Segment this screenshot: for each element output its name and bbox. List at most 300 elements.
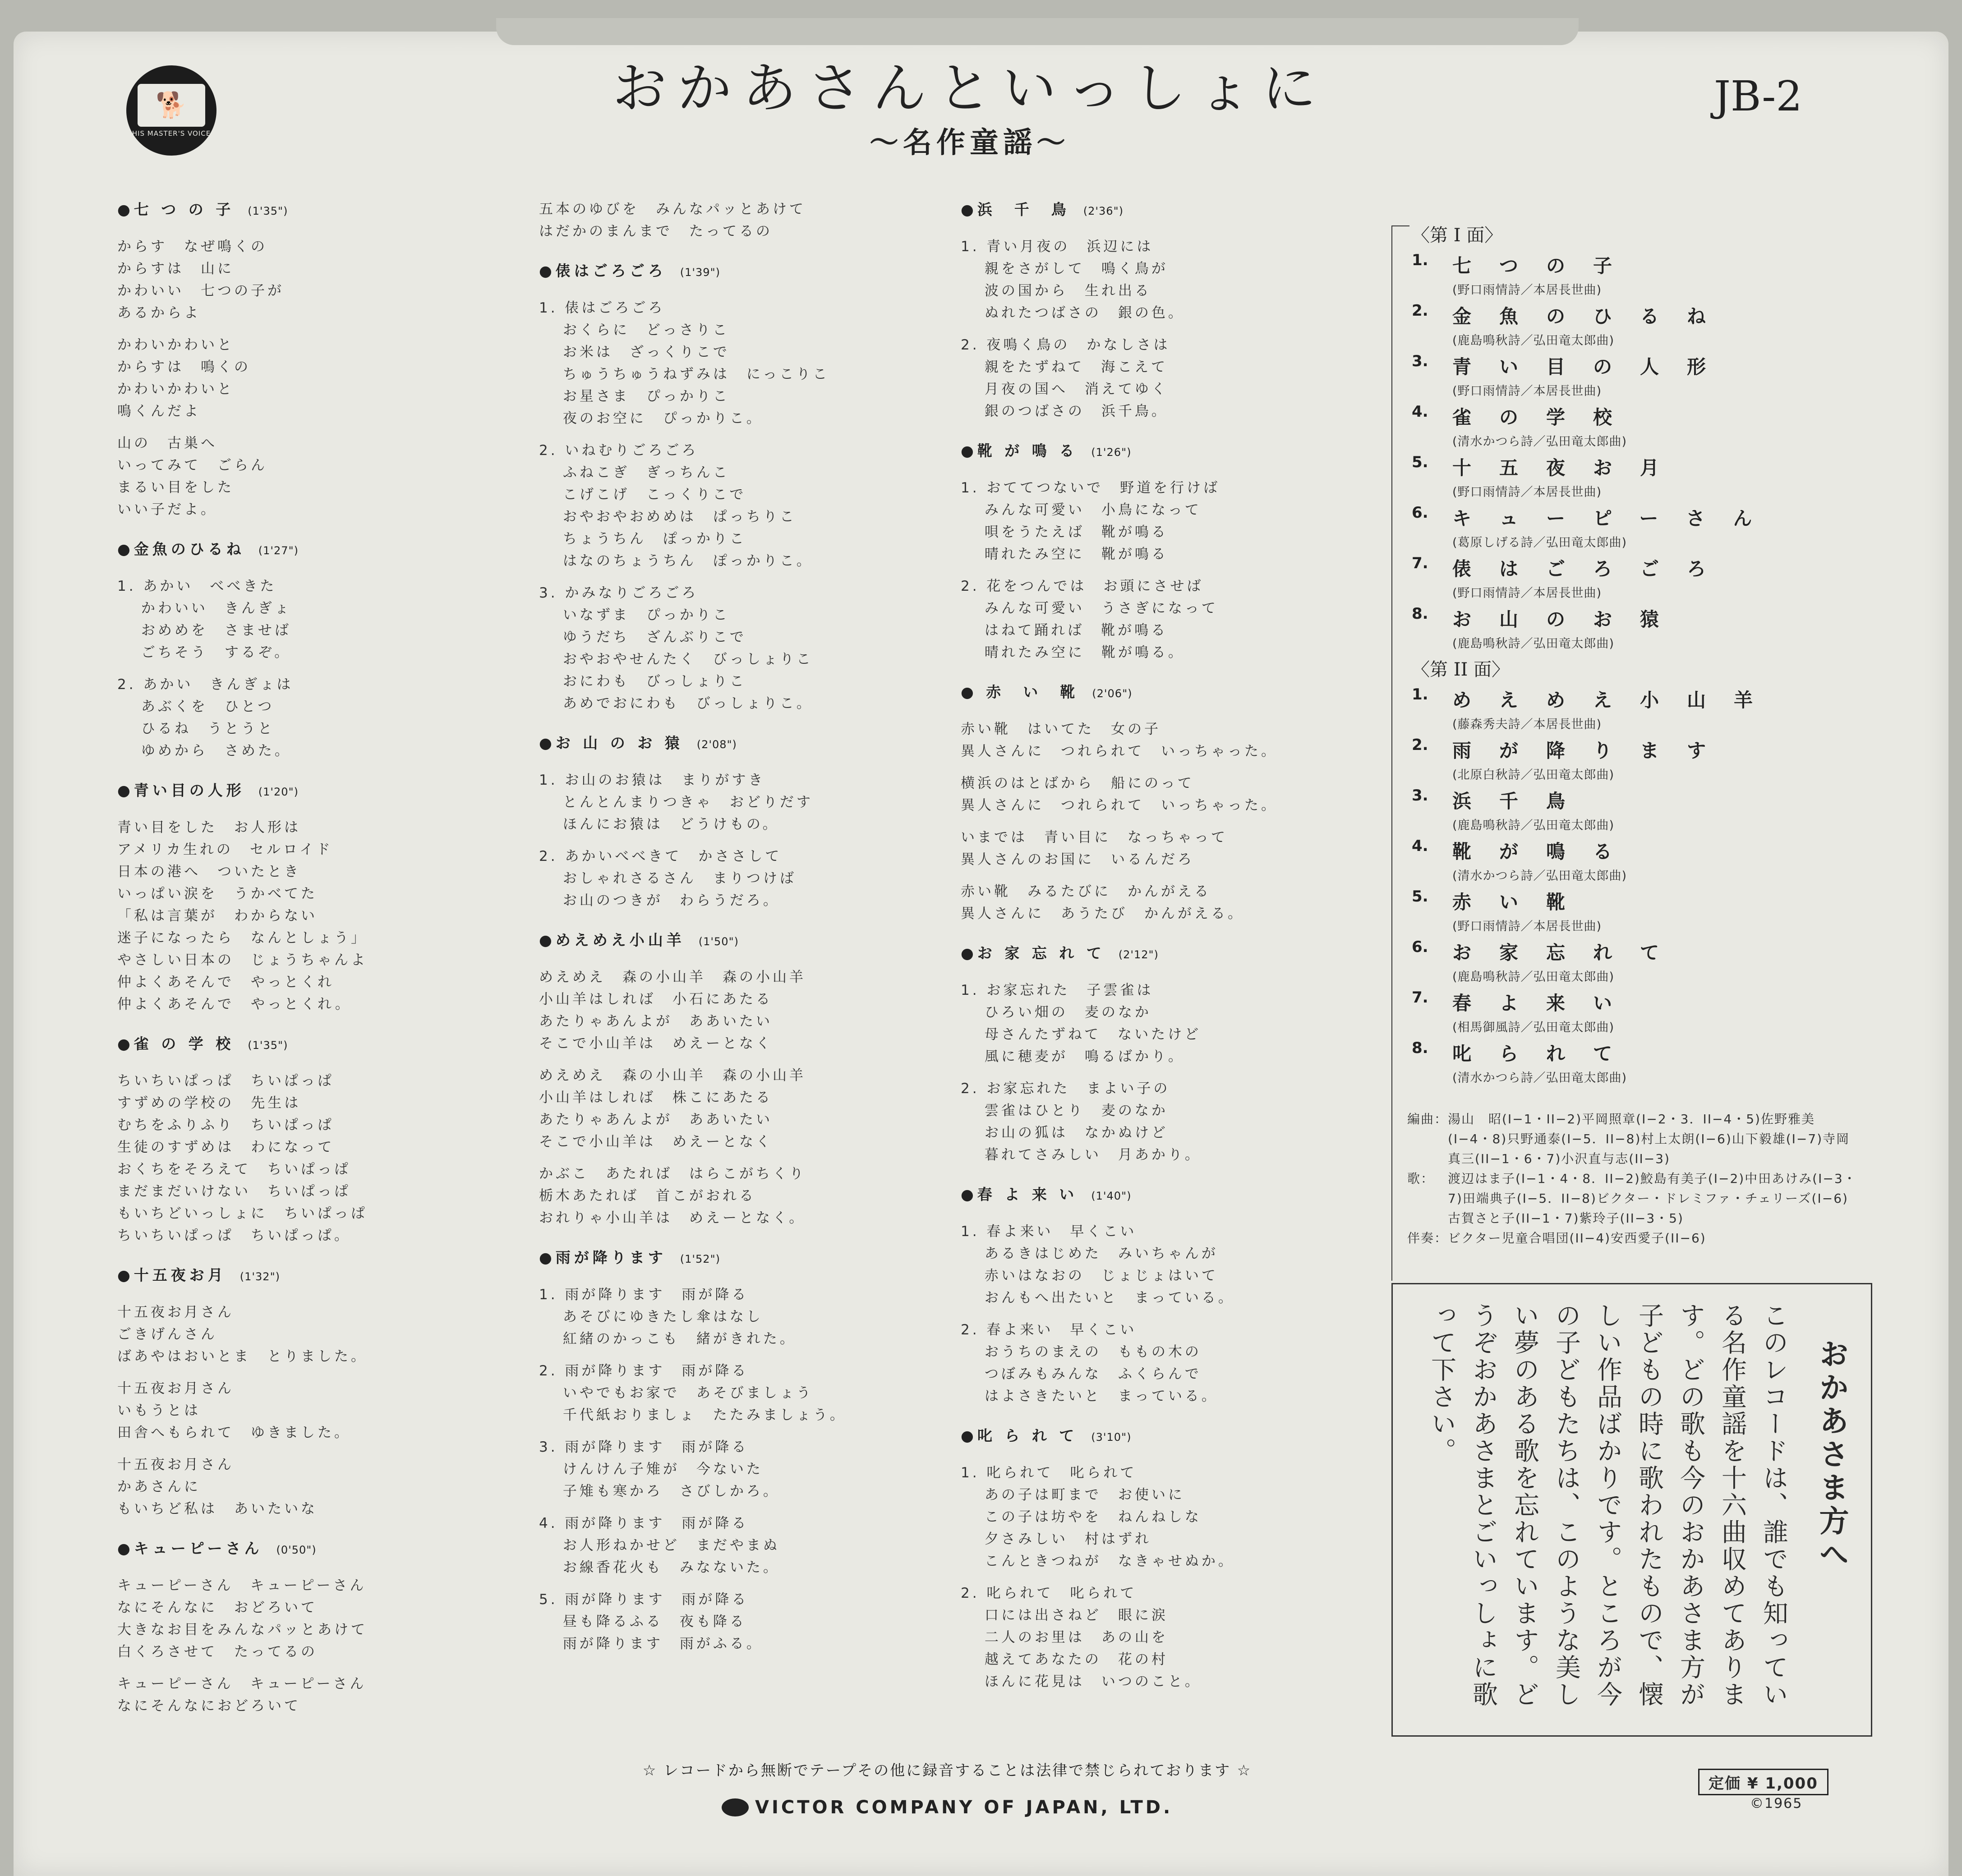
lyric-line: こげこげ こっくりこで bbox=[539, 487, 746, 503]
note-body: このレコードは、誰でも知っている名作童謡を十六曲収めてあります。どの歌も今のおかあさま方が子どもの時に歌われたもので、懐しい作品ばかりです。ところが今の子どもたちは、このような美しい夢のある歌を忘れています。どうぞおかあさまとごいっしょに歌って下さい。 bbox=[1427, 1302, 1788, 1708]
song-block bbox=[117, 1264, 523, 1520]
stanza bbox=[539, 1360, 945, 1426]
stanza bbox=[117, 432, 523, 521]
lyric-line: みんな可愛い うさぎになって bbox=[961, 600, 1218, 616]
track-row bbox=[1412, 302, 1858, 329]
track-name: 春よ来い bbox=[1452, 992, 1640, 1014]
song-block bbox=[117, 779, 523, 1016]
lyric-line: あるきはじめた みいちゃんが bbox=[961, 1246, 1218, 1262]
lyric-line: 異人さんのお国に いるんだろ bbox=[961, 851, 1194, 868]
track-entry bbox=[1412, 352, 1858, 403]
lyric-line: 2. 夜鳴く鳥の かなしさは bbox=[961, 337, 1170, 353]
lyric-line: 越えてあなたの 花の村 bbox=[961, 1651, 1168, 1668]
lyric-line: 異人さんに あうたび かんがえる。 bbox=[961, 906, 1244, 922]
track-name: お山のお猿 bbox=[1452, 608, 1687, 630]
lyric-line: 2. 花をつんでは お頭にさせば bbox=[961, 578, 1204, 594]
track-row bbox=[1412, 453, 1858, 480]
copyright: ©1965 bbox=[1750, 1796, 1803, 1812]
credit-label: 伴奏： bbox=[1407, 1231, 1448, 1246]
track-credit: (北原白秋詩／弘田竜太郎曲) bbox=[1452, 768, 1615, 782]
track-entry bbox=[1412, 685, 1858, 736]
lyric-line: ぬれたつばさの 銀の色。 bbox=[961, 305, 1185, 321]
album-subtitle: 〜名作童謡〜 bbox=[870, 126, 1070, 160]
stanza bbox=[961, 772, 1367, 817]
song-title-text: ●俵はごろごろ bbox=[539, 262, 667, 280]
song-block bbox=[961, 942, 1367, 1166]
side-1-tracks bbox=[1394, 251, 1858, 655]
song-duration: (1'35") bbox=[248, 205, 288, 217]
lyric-line: はなのちょうちん ぽっかりこ。 bbox=[539, 553, 813, 569]
track-credit: (野口雨情詩／本居長世曲) bbox=[1452, 384, 1602, 398]
track-entry bbox=[1412, 736, 1858, 786]
track-number: 4. bbox=[1412, 403, 1428, 421]
lyric-line: めえめえ 森の小山羊 森の小山羊 bbox=[539, 969, 806, 985]
lyric-line: 雲雀はひとり 麦のなか bbox=[961, 1103, 1168, 1119]
song-title-text: ●金魚のひるね bbox=[117, 540, 245, 558]
song-title bbox=[117, 1264, 523, 1288]
track-name: 雨が降ります bbox=[1452, 740, 1734, 762]
lyric-line: からす なぜ鳴くの bbox=[117, 239, 267, 255]
lyric-line: 親をたずねて 海こえて bbox=[961, 359, 1168, 375]
lyric-line: もいちどいっしょに ちいぱっぱ bbox=[117, 1205, 368, 1222]
stanza bbox=[117, 1378, 523, 1444]
credit-row bbox=[1407, 1109, 1858, 1169]
note-heading: おかあさま方へ bbox=[1814, 1338, 1849, 1572]
song-block bbox=[961, 681, 1367, 925]
lyric-line: 異人さんに つれられて いっちゃった。 bbox=[961, 797, 1278, 814]
lyric-line: 2. お家忘れた まよい子の bbox=[961, 1081, 1170, 1097]
song-title-text: ● 赤 い 靴 bbox=[961, 683, 1079, 701]
song-title bbox=[961, 681, 1367, 705]
lyric-line: 異人さんに つれられて いっちゃった。 bbox=[961, 743, 1278, 759]
credit-row bbox=[1407, 1169, 1858, 1228]
lyric-line: 2. 春よ来い 早くこい bbox=[961, 1322, 1137, 1338]
lyric-line: 五本のゆびを みんなパッとあけて bbox=[539, 201, 806, 217]
stanza bbox=[117, 1673, 523, 1717]
track-credit: (野口雨情詩／本居長世曲) bbox=[1452, 283, 1602, 297]
lyric-line: お人形ねかせど まだやまぬ bbox=[539, 1537, 780, 1554]
lyric-line: すずめの学校の 先生は bbox=[117, 1095, 301, 1111]
lyric-line: ごきげんさん bbox=[117, 1326, 217, 1343]
track-name: 叱られて bbox=[1452, 1043, 1640, 1065]
track-row bbox=[1412, 989, 1858, 1016]
lyric-line: いもうとは bbox=[117, 1402, 201, 1419]
track-credit: (鹿島鳴秋詩／弘田竜太郎曲) bbox=[1452, 970, 1615, 984]
stanza bbox=[961, 575, 1367, 664]
track-entry bbox=[1412, 554, 1858, 605]
song-duration: (2'06") bbox=[1092, 687, 1133, 700]
lyric-line: 子雉も寒かろ さびしかろ。 bbox=[539, 1483, 780, 1499]
lyric-line: 暮れてさみしい 月あかり。 bbox=[961, 1147, 1202, 1163]
song-title-text: ●靴 が 鳴 る bbox=[961, 442, 1078, 460]
stanza bbox=[117, 1454, 523, 1520]
lyric-line: おしゃれさるさん まりつけば bbox=[539, 870, 797, 887]
song-duration: (2'12") bbox=[1118, 948, 1159, 961]
lyric-line: 2. あかい きんぎょは bbox=[117, 676, 294, 693]
lyric-line: やさしい日本の じょうちゃんよ bbox=[117, 952, 368, 968]
lyric-line: あめでおにわも びっしょりこ。 bbox=[539, 695, 813, 712]
song-duration: (1'52") bbox=[680, 1253, 720, 1265]
song-block bbox=[117, 538, 523, 762]
song-title-text: ●叱 ら れ て bbox=[961, 1427, 1078, 1444]
lyric-line: なにそんなにおどろいて bbox=[117, 1698, 301, 1714]
lyric-line: 1. 春よ来い 早くこい bbox=[961, 1223, 1137, 1240]
lyric-line: 1. お家忘れた 子雲雀は bbox=[961, 982, 1154, 998]
track-number: 1. bbox=[1412, 251, 1428, 269]
song-title-text: ●お 山 の お 猿 bbox=[539, 734, 683, 752]
performer-credits bbox=[1407, 1109, 1858, 1248]
lyric-line: 十五夜お月さん bbox=[117, 1304, 234, 1320]
lyric-line: おにわも びっしょりこ bbox=[539, 673, 746, 690]
track-name: お家忘れて bbox=[1452, 942, 1687, 964]
logo-caption: HIS MASTER'S VOICE bbox=[132, 129, 211, 138]
song-title-text: ●青い目の人形 bbox=[117, 782, 245, 799]
stanza bbox=[539, 846, 945, 912]
lyric-line: いなずま ぴっかりこ bbox=[539, 607, 730, 623]
lyric-line: 小山羊はしれば 株こにあたる bbox=[539, 1090, 773, 1106]
stanza bbox=[961, 1319, 1367, 1407]
stanza bbox=[539, 582, 945, 715]
song-title-text: ●浜 千 鳥 bbox=[961, 201, 1070, 218]
stanza bbox=[539, 198, 945, 243]
song-title bbox=[961, 942, 1367, 966]
lyric-line: 1. あかい べべきた bbox=[117, 578, 277, 594]
track-name: 浜千鳥 bbox=[1452, 790, 1594, 812]
lyric-line: 母さんたずねて ないたけど bbox=[961, 1026, 1202, 1043]
song-block bbox=[117, 1033, 523, 1247]
lyric-line: 仲よくあそんで やっとくれ。 bbox=[117, 996, 352, 1012]
track-entry bbox=[1412, 403, 1858, 453]
track-number: 3. bbox=[1412, 352, 1428, 370]
song-duration: (1'35") bbox=[248, 1039, 288, 1052]
lyric-line: もいちど私は あいたいな bbox=[117, 1501, 318, 1517]
track-row bbox=[1412, 685, 1858, 713]
track-entry bbox=[1412, 504, 1858, 554]
lyric-line: いやでもお家で あそびましょう bbox=[539, 1385, 813, 1401]
company-line bbox=[722, 1797, 1173, 1818]
lyric-line: 赤い靴 はいてた 女の子 bbox=[961, 721, 1161, 737]
track-entry bbox=[1412, 887, 1858, 938]
lyrics-column-3 bbox=[961, 198, 1367, 1710]
song-title-text: ●めえめえ小山羊 bbox=[539, 931, 685, 949]
credit-row bbox=[1407, 1228, 1858, 1248]
track-credit: (野口雨情詩／本居長世曲) bbox=[1452, 920, 1602, 933]
lyric-line: ほんにお猿は どうけもの。 bbox=[539, 816, 779, 832]
song-title-text: ●お 家 忘 れ て bbox=[961, 944, 1105, 962]
lyric-line: かぶこ あたれば はらこがちくり bbox=[539, 1166, 806, 1182]
lyric-line: かわいかわいと bbox=[117, 381, 234, 397]
lyric-line: つぼみもみんな ふくらんで bbox=[961, 1366, 1202, 1382]
lyric-line: とんとんまりつきゃ おどりだす bbox=[539, 794, 813, 810]
lyric-line: なにそんなに おどろいて bbox=[117, 1600, 318, 1616]
stanza bbox=[539, 440, 945, 572]
side-2-tracks bbox=[1394, 685, 1858, 1090]
track-name: めえめえ小山羊 bbox=[1452, 689, 1781, 711]
lyric-line: あたりゃあんよが ああいたい bbox=[539, 1013, 773, 1030]
lyric-line: 紅緒のかっこも 緒がきれた。 bbox=[539, 1331, 797, 1347]
lyric-line: 白くろさせて たってるの bbox=[117, 1644, 318, 1660]
credit-text: ビクター児童合唱団(II−4)安西愛子(II−6) bbox=[1448, 1231, 1706, 1246]
company-name: VICTOR COMPANY OF JAPAN, LTD. bbox=[755, 1797, 1173, 1818]
song-title bbox=[961, 440, 1367, 464]
lyric-line: おめめを さませば bbox=[117, 622, 291, 639]
track-row bbox=[1412, 251, 1858, 278]
song-title bbox=[539, 732, 945, 756]
price-box: 定価 ¥ 1,000 bbox=[1698, 1769, 1828, 1795]
tracklist bbox=[1394, 221, 1858, 1090]
lyric-line: 3. かみなりごろごろ bbox=[539, 585, 699, 601]
lyric-line: 1. お山のお猿は まりがすき bbox=[539, 772, 765, 788]
lyric-line: 仲よくあそんで やっとくれ bbox=[117, 974, 334, 990]
song-duration: (1'26") bbox=[1091, 446, 1132, 459]
song-block bbox=[539, 260, 945, 715]
lyric-line: むちをふりふり ちいぱっぱ bbox=[117, 1117, 334, 1133]
track-credit: (清水かつら詩／弘田竜太郎曲) bbox=[1452, 435, 1627, 449]
song-title bbox=[961, 198, 1367, 222]
track-number: 2. bbox=[1412, 736, 1428, 754]
track-name: 十五夜お月 bbox=[1452, 457, 1687, 479]
track-number: 8. bbox=[1412, 605, 1428, 623]
stanza bbox=[961, 1221, 1367, 1309]
lyric-line: ごちそう するぞ。 bbox=[117, 644, 291, 661]
lyric-line: 3. 雨が降ります 雨が降る bbox=[539, 1439, 749, 1455]
stanza bbox=[961, 236, 1367, 324]
song-duration: (1'39") bbox=[680, 266, 720, 279]
stanza bbox=[117, 674, 523, 762]
lyric-line: ゆうだち ざんぶりこで bbox=[539, 629, 746, 645]
track-number: 6. bbox=[1412, 938, 1428, 956]
victor-logo-icon bbox=[722, 1798, 749, 1816]
song-title bbox=[117, 779, 523, 803]
song-duration: (3'10") bbox=[1091, 1431, 1132, 1444]
lyric-line: 生徒のすずめは わになって bbox=[117, 1139, 335, 1155]
track-credit: (鹿島鳴秋詩／弘田竜太郎曲) bbox=[1452, 818, 1615, 832]
lyric-line: 唄をうたえば 靴が鳴る bbox=[961, 524, 1168, 540]
stanza bbox=[117, 1070, 523, 1247]
track-name: 金魚のひるね bbox=[1452, 305, 1734, 327]
lyric-line: あの子は町まで お使いに bbox=[961, 1487, 1185, 1503]
track-row bbox=[1412, 403, 1858, 430]
stanza bbox=[961, 334, 1367, 423]
song-duration: (0'50") bbox=[276, 1544, 317, 1556]
song-block bbox=[539, 198, 945, 243]
lyric-line: かあさんに bbox=[117, 1479, 201, 1495]
track-number: 5. bbox=[1412, 453, 1428, 471]
lyric-line: 栃木あたれば 首こがおれる bbox=[539, 1188, 756, 1204]
lyric-line: 赤いはなおの じょじょはいて bbox=[961, 1268, 1218, 1284]
stanza bbox=[539, 966, 945, 1055]
lyric-line: 昼も降るふる 夜も降る bbox=[539, 1614, 746, 1630]
stanza bbox=[117, 1301, 523, 1368]
track-name: 俵はごろごろ bbox=[1452, 558, 1734, 580]
song-duration: (1'32") bbox=[239, 1270, 280, 1283]
lyric-line: 5. 雨が降ります 雨が降る bbox=[539, 1591, 749, 1608]
lyric-line: いってみて ごらん bbox=[117, 457, 267, 474]
song-title bbox=[961, 1183, 1367, 1207]
lyric-line: あるからよ bbox=[117, 305, 201, 321]
lyric-line: ちゅうちゅうねずみは にっこりこ bbox=[539, 366, 830, 382]
track-entry bbox=[1412, 837, 1858, 887]
song-title bbox=[539, 1246, 945, 1270]
lyric-line: はよさきたいと まっている。 bbox=[961, 1388, 1218, 1404]
track-row bbox=[1412, 786, 1858, 814]
stanza bbox=[539, 1065, 945, 1153]
lyric-line: 2. いねむりごろごろ bbox=[539, 442, 699, 459]
lyric-line: けんけん子雉が 今ないた bbox=[539, 1461, 763, 1477]
track-number: 7. bbox=[1412, 989, 1428, 1007]
lyric-line: お米は ざっくりこで bbox=[539, 344, 730, 360]
his-masters-voice-logo bbox=[126, 65, 216, 156]
track-number: 1. bbox=[1412, 685, 1428, 704]
track-name: 七つの子 bbox=[1452, 255, 1640, 277]
stanza bbox=[539, 1436, 945, 1503]
lyric-line: ひるね うとうと bbox=[117, 721, 275, 737]
lyric-line: 山の 古巣へ bbox=[117, 435, 217, 451]
lyric-line: 1. おててつないで 野道を行けば bbox=[961, 480, 1220, 496]
lyric-line: 大きなお目をみんなパッとあけて bbox=[117, 1622, 368, 1638]
stanza bbox=[539, 769, 945, 836]
credit-text: 湯山 昭(I−1・II−2)平岡照章(I−2・3．II−4・5)佐野雅美(I−4・8)只野通泰(I−5．II−8)村上太朗(I−6)山下毅雄(I−7)寺岡真三(II−1・6・7)小沢直与志(II−3) bbox=[1448, 1112, 1850, 1166]
tracklist-bracket bbox=[1391, 225, 1392, 1281]
song-title bbox=[539, 260, 945, 284]
track-row bbox=[1412, 554, 1858, 581]
song-title bbox=[117, 538, 523, 562]
song-duration: (1'20") bbox=[258, 786, 299, 798]
song-block bbox=[117, 1537, 523, 1717]
track-row bbox=[1412, 352, 1858, 379]
song-duration: (1'27") bbox=[258, 544, 299, 557]
lyric-line: 月夜の国へ 消えてゆく bbox=[961, 381, 1168, 397]
lyric-line: いまでは 青い目に なっちゃって bbox=[961, 829, 1228, 846]
lyric-line: あぶくを ひとつ bbox=[117, 699, 275, 715]
track-entry bbox=[1412, 1039, 1858, 1090]
track-credit: (葛原しげる詩／弘田竜太郎曲) bbox=[1452, 536, 1627, 550]
lyric-line: ちょうちん ぽっかりこ bbox=[539, 531, 746, 547]
lyric-line: 2. 雨が降ります 雨が降る bbox=[539, 1363, 749, 1379]
stanza bbox=[961, 881, 1367, 925]
stanza bbox=[117, 236, 523, 324]
lyric-line: 雨が降ります 雨がふる。 bbox=[539, 1636, 763, 1652]
song-block bbox=[961, 1183, 1367, 1407]
track-credit: (藤森秀夫詩／本居長世曲) bbox=[1452, 717, 1602, 731]
credit-text: 渡辺はま子(I−1・4・8．II−2)鮫島有美子(I−2)中田あけみ(I−3・7)田端典子(I−5．II−8)ビクター・ドレミファ・チェリーズ(I−6)古賀さと子(II−1・7)紫玲子(II−3・5) bbox=[1448, 1171, 1857, 1226]
stanza bbox=[961, 979, 1367, 1068]
lyric-line: アメリカ生れの セルロイド bbox=[117, 841, 333, 858]
track-row bbox=[1412, 504, 1858, 531]
lyric-line: おんもへ出たいと まっている。 bbox=[961, 1290, 1235, 1306]
lyric-line: ゆめから さめた。 bbox=[117, 743, 291, 759]
lyric-line: 1. 叱られて 叱られて bbox=[961, 1465, 1137, 1481]
song-title bbox=[117, 1033, 523, 1057]
lyric-line: からすは 鳴くの bbox=[117, 359, 251, 375]
track-row bbox=[1412, 938, 1858, 965]
track-credit: (相馬御風詩／弘田竜太郎曲) bbox=[1452, 1021, 1615, 1035]
lyrics-column-1 bbox=[117, 198, 523, 1734]
credit-label: 歌： bbox=[1407, 1171, 1435, 1186]
song-title-text: ●キューピーさん bbox=[117, 1540, 263, 1557]
track-row bbox=[1412, 837, 1858, 864]
song-duration: (2'36") bbox=[1083, 205, 1124, 217]
song-title bbox=[539, 929, 945, 953]
lyric-line: 「私は言葉が わからない bbox=[117, 908, 318, 924]
stanza bbox=[539, 297, 945, 430]
lyric-line: 波の国から 生れ出る bbox=[961, 283, 1151, 299]
song-block bbox=[961, 198, 1367, 423]
song-title bbox=[961, 1425, 1367, 1448]
track-entry bbox=[1412, 453, 1858, 504]
song-block bbox=[539, 732, 945, 912]
song-duration: (1'50") bbox=[698, 935, 739, 948]
song-title bbox=[117, 1537, 523, 1561]
song-block bbox=[539, 929, 945, 1229]
lyric-line: お山のつきが わらうだろ。 bbox=[539, 892, 780, 909]
lyric-line: 十五夜お月さん bbox=[117, 1457, 234, 1473]
stanza bbox=[117, 817, 523, 1016]
lyric-line: まるい目をした bbox=[117, 479, 234, 496]
lyric-line: 二人のお里は あの山を bbox=[961, 1629, 1168, 1646]
lyric-line: 2. 叱られて 叱られて bbox=[961, 1585, 1137, 1601]
track-row bbox=[1412, 605, 1858, 632]
track-credit: (清水かつら詩／弘田竜太郎曲) bbox=[1452, 1071, 1627, 1085]
lyric-line: お山の狐は なかぬけど bbox=[961, 1125, 1168, 1141]
song-block bbox=[961, 440, 1367, 664]
track-entry bbox=[1412, 605, 1858, 655]
track-name: 靴が鳴る bbox=[1452, 841, 1640, 863]
stanza bbox=[961, 827, 1367, 871]
song-title-text: ●七 つ の 子 bbox=[117, 201, 235, 218]
lyric-line: 鳴くんだよ bbox=[117, 403, 201, 419]
track-name: 青い目の人形 bbox=[1452, 356, 1734, 378]
lyric-line: 夜のお空に ぴっかりこ。 bbox=[539, 410, 763, 427]
stanza bbox=[539, 1163, 945, 1229]
lyric-line: お線香花火も みなないた。 bbox=[539, 1559, 780, 1576]
stanza bbox=[961, 1462, 1367, 1573]
track-entry bbox=[1412, 302, 1858, 352]
stanza bbox=[117, 334, 523, 423]
track-name: 雀の学校 bbox=[1452, 406, 1640, 428]
lyric-line: めえめえ 森の小山羊 森の小山羊 bbox=[539, 1067, 806, 1084]
track-number: 8. bbox=[1412, 1039, 1428, 1057]
lyric-line: あたりゃあんよが ああいたい bbox=[539, 1112, 773, 1128]
lyric-line: ちいちいぱっぱ ちいぱっぱ bbox=[117, 1073, 334, 1089]
track-credit: (鹿島鳴秋詩／弘田竜太郎曲) bbox=[1452, 334, 1615, 348]
lyric-line: この子は坊やを ねんねしな bbox=[961, 1509, 1202, 1525]
lyric-line: はねて踊れば 靴が鳴る bbox=[961, 622, 1168, 639]
track-entry bbox=[1412, 989, 1858, 1039]
lyric-line: 夕さみしい 村はずれ bbox=[961, 1531, 1151, 1547]
song-duration: (1'40") bbox=[1091, 1190, 1132, 1202]
lyric-line: 1. 雨が降ります 雨が降る bbox=[539, 1287, 749, 1303]
song-block bbox=[961, 1425, 1367, 1693]
song-block bbox=[539, 1246, 945, 1655]
credit-label: 編曲： bbox=[1407, 1112, 1448, 1127]
lyric-line: 1. 俵はごろごろ bbox=[539, 300, 665, 316]
lyric-line: 千代紙おりましょ たたみましょう。 bbox=[539, 1407, 847, 1423]
track-entry bbox=[1412, 251, 1858, 302]
stanza bbox=[961, 718, 1367, 763]
lyric-line: ふねこぎ ぎっちんこ bbox=[539, 464, 730, 481]
album-title: おかあさんといっしょに bbox=[613, 57, 1327, 120]
lyric-line: 十五夜お月さん bbox=[117, 1380, 234, 1397]
lyric-line: はだかのまんまで たってるの bbox=[539, 223, 773, 239]
track-number: 5. bbox=[1412, 887, 1428, 906]
lyric-line: あそびにゆきたし傘はなし bbox=[539, 1309, 763, 1325]
lyric-line: キューピーさん キューピーさん bbox=[117, 1577, 367, 1594]
track-row bbox=[1412, 887, 1858, 915]
lyric-line: 4. 雨が降ります 雨が降る bbox=[539, 1515, 749, 1531]
lyric-line: いい子だよ。 bbox=[117, 501, 217, 518]
lyric-line: おれりゃ小山羊は めえーとなく。 bbox=[539, 1210, 806, 1226]
